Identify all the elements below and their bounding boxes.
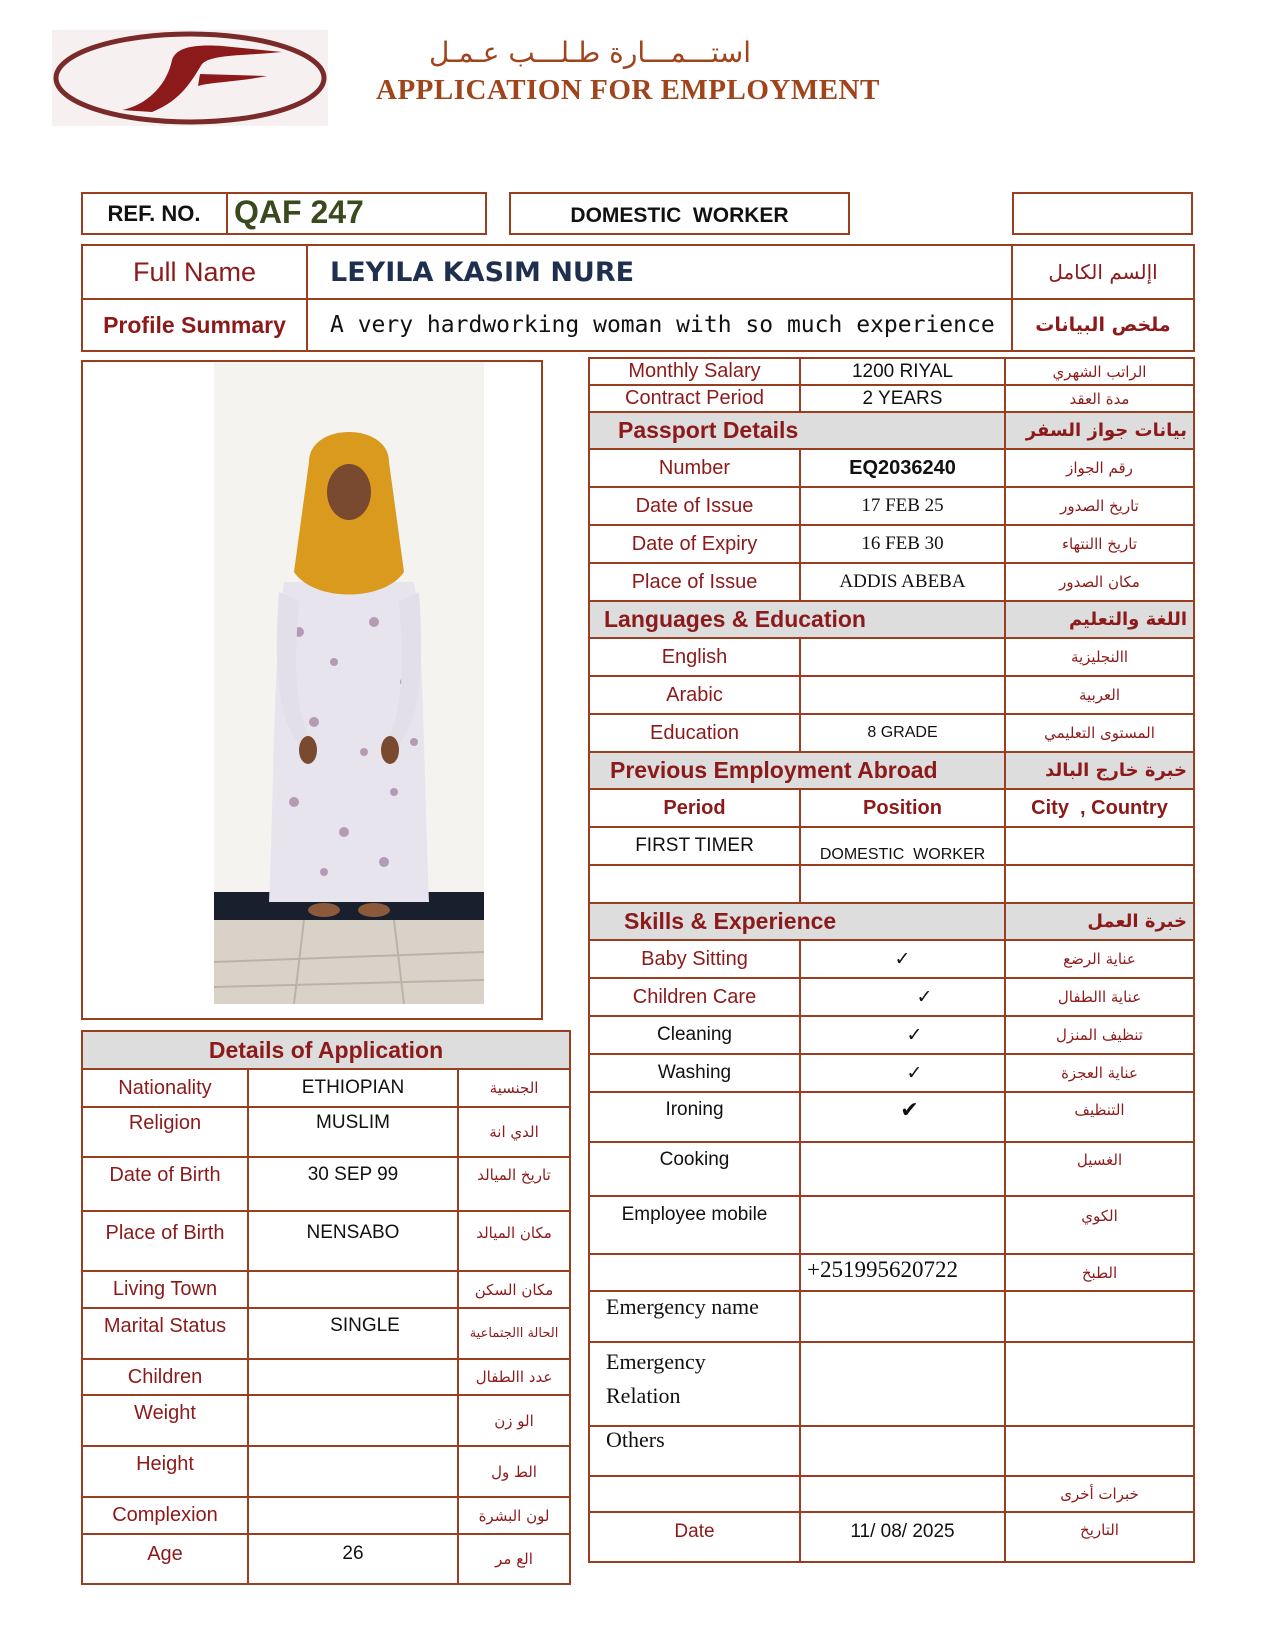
english-label: English [589,638,800,676]
date-of-birth-ar: تاريخ الميالد [458,1157,570,1211]
nationality-value: ETHIOPIAN [248,1069,458,1107]
employment-empty-3 [1005,865,1194,903]
others-value [800,1426,1005,1476]
employee-mobile-value: +251995620722 [800,1254,1005,1291]
date-of-expiry-label: Date of Expiry [589,525,800,563]
passport-number-value: EQ2036240 [800,449,1005,487]
salary-label: Monthly Salary [589,358,800,385]
religion-ar: الدي انة [458,1107,570,1157]
profile-value: A very hardworking woman with so much experience [307,299,1012,351]
passport-number-ar: رقم الجواز [1005,449,1194,487]
skill-ironing-label: Ironing [589,1092,800,1142]
arabic-ar: العربية [1005,676,1194,714]
place-of-birth-value: NENSABO [248,1211,458,1271]
profile-ar: ملخص البيانات [1012,299,1194,351]
skill-children-care-ar: عناية االطفال [1005,978,1194,1016]
full-name-label: Full Name [82,245,307,299]
date-value: 11/ 08/ 2025 [800,1512,1005,1562]
children-ar: عدد االطفال [458,1359,570,1395]
emergency-name-label: Emergency name [589,1291,800,1342]
skill-cooking-mark [800,1142,1005,1196]
salary-value: 1200 RIYAL [800,358,1005,385]
employee-mobile-label: Employee mobile [589,1196,800,1254]
skills-section-title: Skills & Experience [589,903,1005,940]
english-value [800,638,1005,676]
skills-section-ar: خبرة العمل [1005,903,1194,940]
document-title: APPLICATION FOR EMPLOYMENT [376,74,880,106]
emergency-name-ar [1005,1291,1194,1342]
living-town-label: Living Town [82,1271,248,1308]
full-name-ar: اإلسم الكامل [1012,245,1194,299]
contract-period-ar: مدة العقد [1005,385,1194,412]
arabic-label: Arabic [589,676,800,714]
english-ar: االنجليزية [1005,638,1194,676]
height-label: Height [82,1446,248,1497]
living-town-value [248,1271,458,1308]
emergency-relation-ar [1005,1342,1194,1426]
date-label: Date [589,1512,800,1562]
employee-mobile-mark [800,1196,1005,1254]
employment-empty-1 [589,865,800,903]
skill-washing-ar: عناية العجزة [1005,1054,1194,1092]
skill-children-care-label: Children Care [589,978,800,1016]
skill-ironing-check-icon: ✔ [800,1092,1005,1142]
place-of-birth-ar: مكان الميالد [458,1211,570,1271]
blank-box [1012,192,1193,235]
others-ar-empty [1005,1426,1194,1476]
languages-section-title: Languages & Education [589,601,1005,638]
others-label: Others [589,1426,800,1476]
complexion-ar: لون البشرة [458,1497,570,1534]
passport-number-label: Number [589,449,800,487]
employment-section-title: Previous Employment Abroad [589,752,1005,789]
date-of-birth-value: 30 SEP 99 [248,1157,458,1211]
applicant-photo [214,362,484,1004]
emergency-name-value [800,1291,1005,1342]
relation-label: Relation [606,1383,681,1408]
height-ar: الط ول [458,1446,570,1497]
religion-label: Religion [82,1107,248,1157]
employment-position-value: DOMESTIC WORKER [800,827,1005,865]
contract-period-value: 2 YEARS [800,385,1005,412]
others-ar: خبرات أخرى [1005,1476,1194,1512]
arabic-value [800,676,1005,714]
full-name-value: LEYILA KASIM NURE [307,245,1012,299]
skill-washing-check-icon: ✓ [800,1054,1005,1092]
salary-ar: الراتب الشهري [1005,358,1194,385]
details-section-title: Details of Application [82,1031,570,1069]
position-title: DOMESTIC WORKER [570,204,789,227]
age-ar: الع مر [458,1534,570,1584]
skill-ironing-ar: التنظيف [1005,1092,1194,1142]
skill-baby-sitting-ar: عناية الرضع [1005,940,1194,978]
ref-divider [226,192,228,235]
date-of-expiry-value: 16 FEB 30 [800,525,1005,563]
children-value [248,1359,458,1395]
marital-status-value: SINGLE [248,1308,458,1359]
place-of-issue-value: ADDIS ABEBA [800,563,1005,601]
employee-mobile-ar: الكوي [1005,1196,1194,1254]
skill-cooking-ar: الغسيل [1005,1142,1194,1196]
education-label: Education [589,714,800,752]
emergency-relation-label [589,1342,800,1426]
skill-washing-label: Washing [589,1054,800,1092]
place-of-issue-label: Place of Issue [589,563,800,601]
employment-period-value: FIRST TIMER [589,827,800,865]
passport-section-title: Passport Details [589,412,1005,449]
living-town-ar: مكان السكن [458,1271,570,1308]
date-of-issue-ar: تاريخ الصدور [1005,487,1194,525]
profile-label: Profile Summary [82,299,307,351]
nationality-ar: الجنسية [458,1069,570,1107]
employment-period-header: Period [589,789,800,827]
employment-section-ar: خبرة خارج البالد [1005,752,1194,789]
employment-position-header: Position [800,789,1005,827]
date-ar: التاريخ [1005,1512,1194,1562]
place-of-birth-label: Place of Birth [82,1211,248,1271]
education-ar: المستوى التعليمي [1005,714,1194,752]
others-row-empty-1 [589,1476,800,1512]
employment-empty-2 [800,865,1005,903]
employment-place-header: City , Country [1005,789,1194,827]
languages-section-ar: اللغة والتعليم [1005,601,1194,638]
emergency-label: Emergency [606,1349,706,1374]
complexion-value [248,1497,458,1534]
skill-cooking-label: Cooking [589,1142,800,1196]
skill-baby-sitting-label: Baby Sitting [589,940,800,978]
ref-label: REF. NO. [107,201,201,226]
right-table [588,357,1195,1563]
skill-cleaning-label: Cleaning [589,1016,800,1054]
nationality-label: Nationality [82,1069,248,1107]
details-table [81,1030,571,1585]
marital-status-ar: الحالة االجتماعية [458,1308,570,1359]
passport-section-ar: بيانات جواز السفر [1005,412,1194,449]
place-of-issue-ar: مكان الصدور [1005,563,1194,601]
complexion-label: Complexion [82,1497,248,1534]
date-of-birth-label: Date of Birth [82,1157,248,1211]
height-value [248,1446,458,1497]
children-label: Children [82,1359,248,1395]
date-of-issue-value: 17 FEB 25 [800,487,1005,525]
emergency-relation-value [800,1342,1005,1426]
name-table [81,244,1195,352]
skill-children-care-check-icon: ✓ [800,978,1005,1016]
arabic-title: استـــمـــارة طـلـــب عـمـل [429,36,751,69]
education-value: 8 GRADE [800,714,1005,752]
age-value: 26 [248,1534,458,1584]
others-row-empty-2 [800,1476,1005,1512]
date-of-expiry-ar: تاريخ االنتهاء [1005,525,1194,563]
mobile-row-ar: الطبخ [1005,1254,1194,1291]
employment-place-value [1005,827,1194,865]
weight-value [248,1395,458,1446]
ref-value: QAF 247 [234,194,364,230]
skill-baby-sitting-check-icon: ✓ [800,940,1005,978]
religion-value: MUSLIM [248,1107,458,1157]
weight-ar: الو زن [458,1395,570,1446]
date-of-issue-label: Date of Issue [589,487,800,525]
company-logo [52,30,328,126]
mobile-row-empty [589,1254,800,1291]
marital-status-label: Marital Status [82,1308,248,1359]
age-label: Age [82,1534,248,1584]
weight-label: Weight [82,1395,248,1446]
contract-period-label: Contract Period [589,385,800,412]
skill-cleaning-ar: تنظيف المنزل [1005,1016,1194,1054]
skill-cleaning-check-icon: ✓ [800,1016,1005,1054]
